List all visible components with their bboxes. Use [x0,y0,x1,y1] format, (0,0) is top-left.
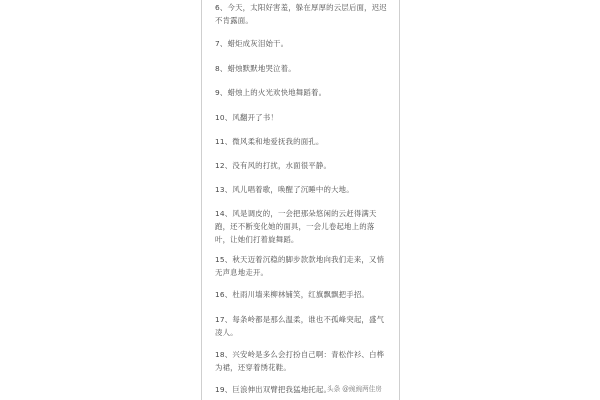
list-item: 17、每条岭都是那么温柔，谁也不孤峰突起，盛气凌人。 [215,315,385,337]
list-item: 6、今天，太阳好害羞，躲在厚厚的云层后面，迟迟不肯露面。 [215,3,387,25]
list-item: 11、微风柔和地爱抚我的面孔。 [215,137,324,146]
watermark-text: 头条 @豌豌两佳房 [327,385,382,393]
article-panel [201,0,400,400]
list-item: 15、秋天迈着沉稳的脚步款款地向我们走来，又悄无声息地走开。 [215,255,385,277]
list-item: 16、杜雨川墙来柳林铺笑，红旗飘飘把手招。 [215,290,370,299]
list-item: 19、巨浪伸出双臂把我猛地托起。 [215,385,332,394]
list-item: 13、风儿唱着歌，唤醒了沉睡中的大地。 [215,185,354,194]
list-item: 12、没有风的打扰，水面很平静。 [215,161,332,170]
list-item: 9、蜡烛上的火光欢快地舞蹈着。 [215,88,327,97]
list-item: 10、风翻开了书！ [215,113,278,122]
list-item: 8、蜡烛默默地哭泣着。 [215,64,296,73]
list-item: 14、风是调皮的，一会把那朵悠闲的云赶得满天跑，还不断变化她的面具，一会儿卷起地上的落叶，让她们打着旋舞蹈。 [215,209,377,244]
list-item: 7、蜡炬成灰泪始干。 [215,39,289,48]
list-item: 18、兴安岭是多么会打扮自己啊：青松作衫、白桦为裙，还穿着绣花鞋。 [215,350,385,372]
